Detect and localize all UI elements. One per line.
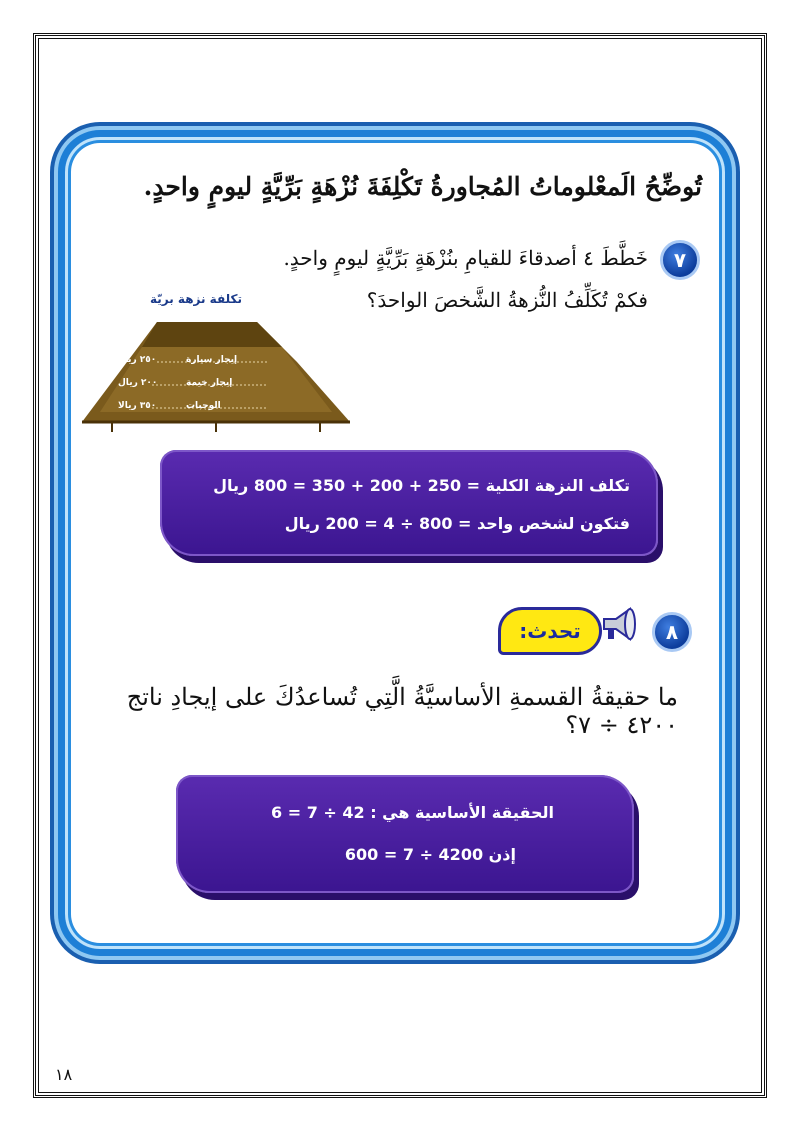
- answer-8-line2: إذن 4200 ÷ 7 = 600: [344, 845, 516, 864]
- answer-7-line2: فتكون لشخص واحد = 800 ÷ 4 = 200 ريال: [284, 514, 630, 533]
- answer-7-line1: تكلف النزهة الكلية = 250 + 200 + 350 = 800 ريال: [213, 476, 630, 495]
- answer-7-box: [160, 450, 658, 556]
- tent-row-label: إيجار خيمة: [186, 378, 233, 388]
- megaphone-icon: [598, 604, 638, 644]
- intro-heading: تُوضِّحُ الَمعْلوماتُ المُجاورةُ تَكْلِفَةَ نُزْهَةٍ بَرِّيَّةٍ ليومٍ واحدٍ.: [143, 172, 702, 201]
- question-7-number: ٧: [660, 240, 700, 280]
- tent-row-value: ٣٥٠ ريالا: [118, 401, 157, 411]
- tent-row-value: ٢٠٠ ريال: [118, 378, 158, 388]
- answer-8-line1: الحقيقة الأساسية هي : 42 ÷ 7 = 6: [271, 803, 554, 822]
- tent-row-label: إيجار سيارة: [186, 355, 238, 365]
- tent-row-value: ٢٥٠ ريالا: [118, 355, 157, 365]
- question-8-text: ما حقيقةُ القسمةِ الأساسيَّةُ الَّتِي تُساعدُكَ على إيجادِ ناتج ٤٢٠٠ ÷ ٧؟: [126, 683, 678, 739]
- question-8-number: ٨: [652, 612, 692, 652]
- tent-title: تكلفة نزهة بريّة: [150, 292, 242, 306]
- question-7-line2: فكمْ تُكَلِّفُ النُّزهةُ الشَّخصَ الواحدَ؟: [366, 288, 648, 312]
- question-7-line1: خَطَّطَ ٤ أصدقاءَ للقيامِ بنُزْهَةٍ بَرِّيَّةٍ ليومٍ واحدٍ.: [283, 246, 648, 270]
- talk-badge: تحدث:: [498, 607, 602, 655]
- page-number: ١٨: [55, 1065, 73, 1084]
- tent-row-label: الوجبات: [186, 401, 221, 411]
- answer-8-box: [176, 775, 634, 893]
